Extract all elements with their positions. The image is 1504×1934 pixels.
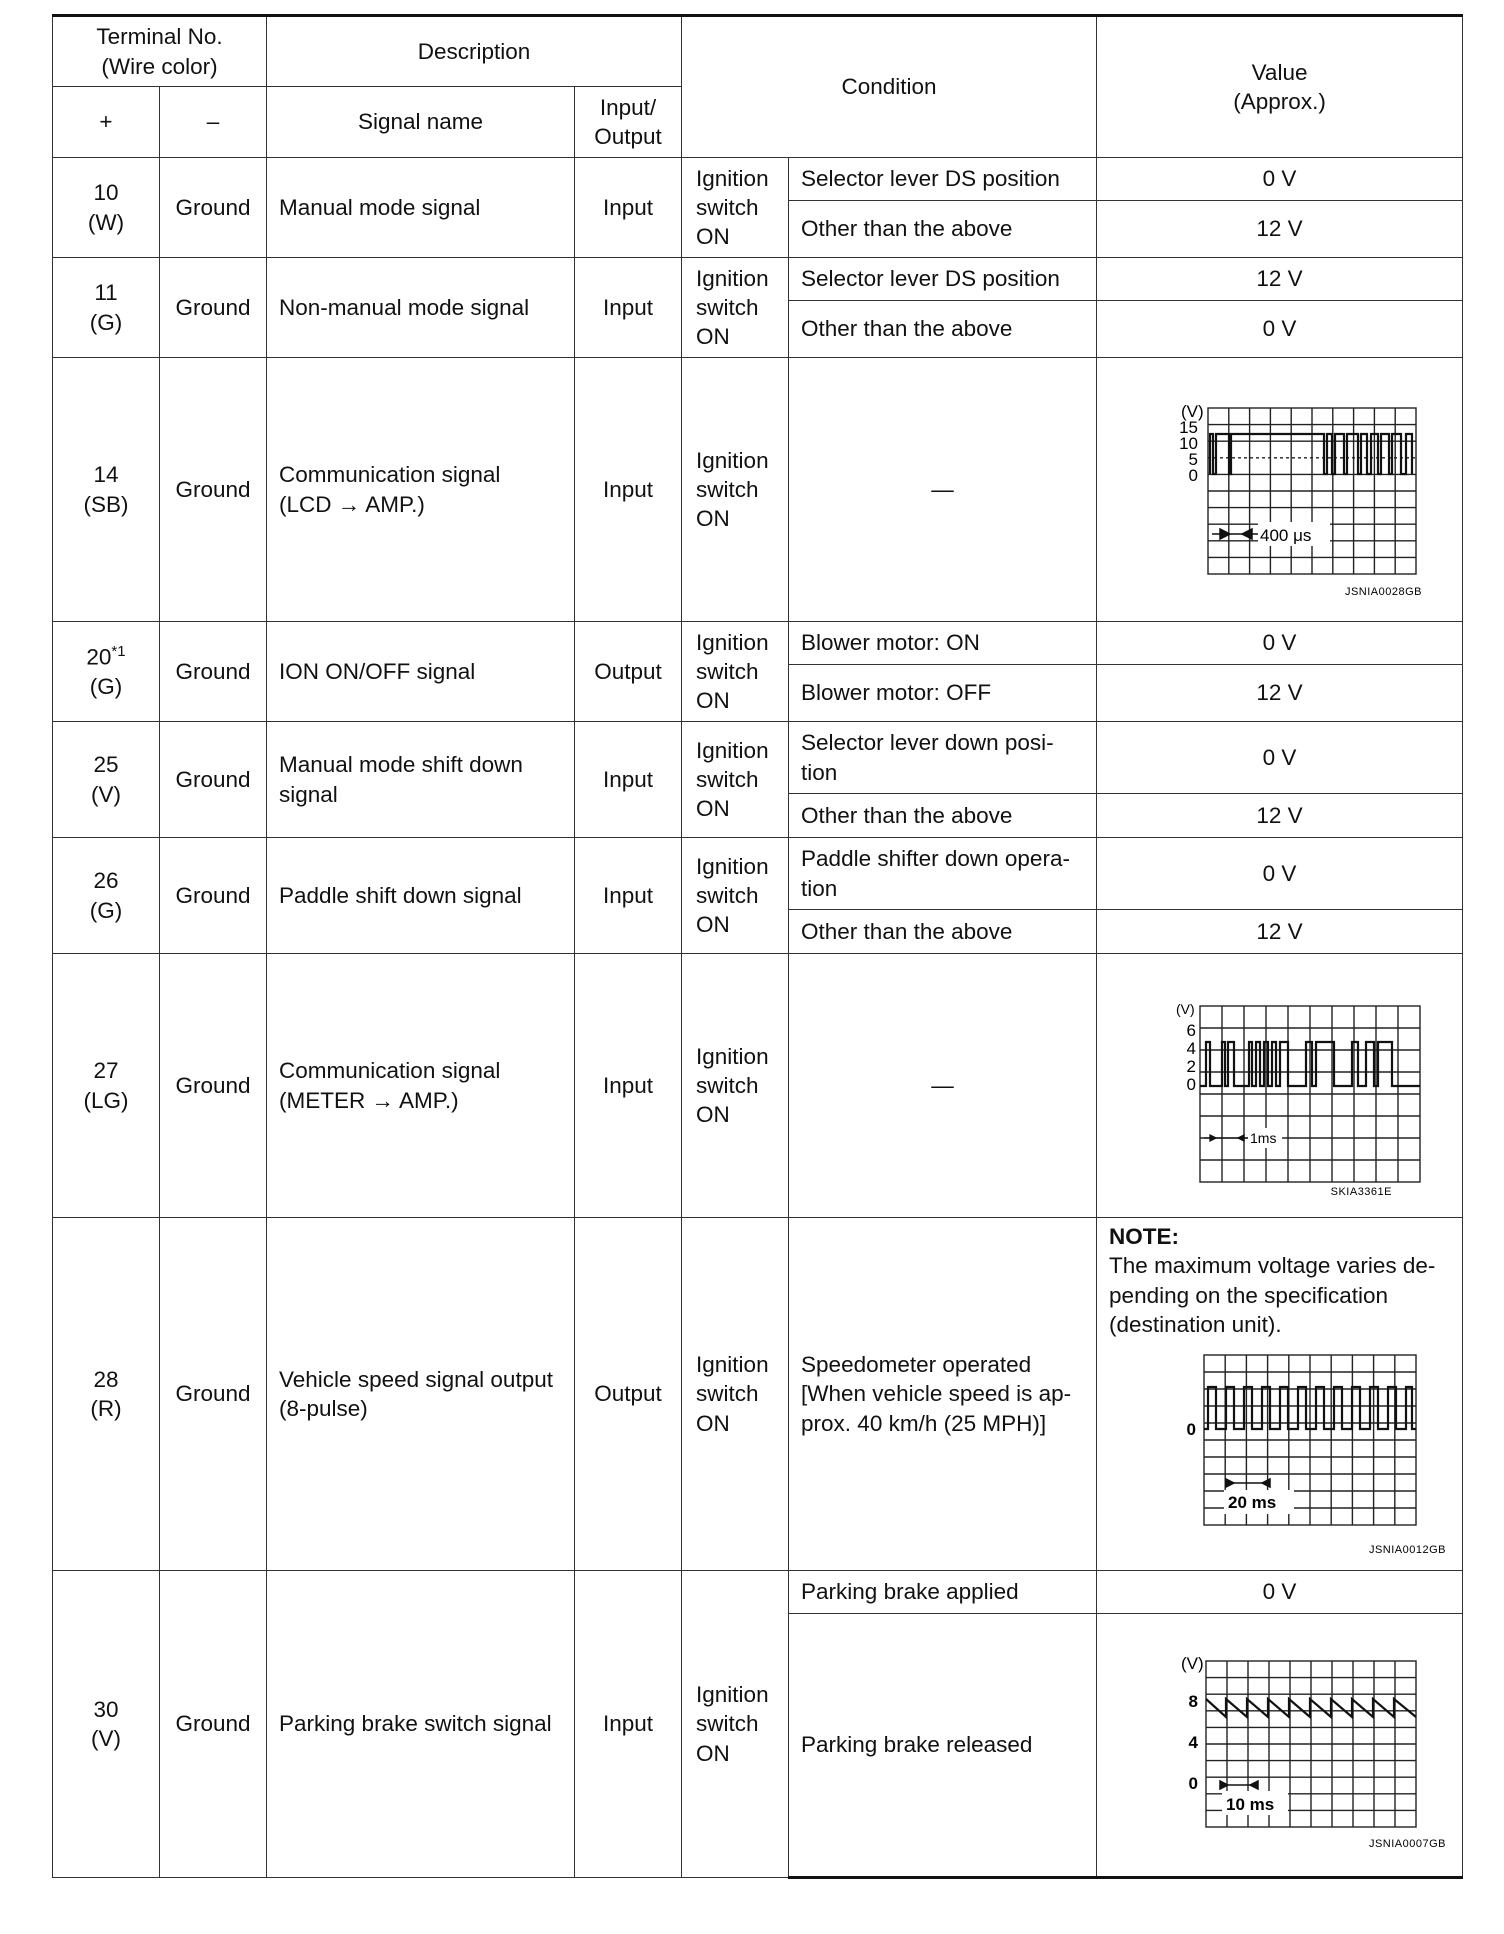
terminal-wire-color: (G) bbox=[89, 673, 123, 699]
value-text: 12 V bbox=[1097, 201, 1463, 258]
waveform-time-label: 400 μs bbox=[1259, 525, 1311, 545]
waveform-cell bbox=[1097, 358, 1463, 622]
io-type: Input bbox=[575, 158, 682, 258]
waveform-y-tick: 10 bbox=[1178, 433, 1198, 453]
table-row bbox=[53, 1571, 1463, 1614]
condition-text: Other than the above bbox=[789, 201, 1097, 258]
value-text: 12 V bbox=[1097, 258, 1463, 301]
io-type: Input bbox=[575, 358, 682, 622]
io-type: Output bbox=[575, 622, 682, 722]
waveform-y-tick: 5 bbox=[1188, 449, 1198, 469]
waveform-time-marker bbox=[1220, 1781, 1258, 1789]
waveform-trace bbox=[1206, 1699, 1416, 1717]
waveform-time-label: 1ms bbox=[1249, 1129, 1276, 1146]
header-plus: + bbox=[53, 87, 160, 158]
waveform-time-marker bbox=[1212, 529, 1260, 539]
ground-label: Ground bbox=[160, 1571, 267, 1878]
header-terminal-no: Terminal No. (Wire color) bbox=[53, 16, 267, 87]
header-minus: – bbox=[160, 87, 267, 158]
waveform-chart bbox=[1130, 1345, 1446, 1561]
value-text: 0 V bbox=[1097, 838, 1463, 910]
io-type: Input bbox=[575, 258, 682, 358]
condition-text: Speedometer operated [When vehicle speed is ap- prox. 40 km/h (25 MPH)] bbox=[789, 1218, 1097, 1571]
condition-text: Selector lever down posi- tion bbox=[789, 722, 1097, 794]
ground-label: Ground bbox=[160, 158, 267, 258]
ignition-condition: Ignition switch ON bbox=[682, 158, 789, 258]
waveform-chart bbox=[1130, 1635, 1446, 1855]
waveform-grid bbox=[1208, 408, 1416, 574]
waveform-time-label: 10 ms bbox=[1225, 1795, 1274, 1814]
value-text: 0 V bbox=[1097, 301, 1463, 358]
waveform-y-tick: 6 bbox=[1186, 1020, 1196, 1040]
value-text: 0 V bbox=[1097, 722, 1463, 794]
condition-text: Selector lever DS position bbox=[789, 258, 1097, 301]
terminal-number-value: 20 bbox=[86, 644, 112, 670]
ground-label: Ground bbox=[160, 954, 267, 1218]
value-text: 0 V bbox=[1097, 622, 1463, 665]
signal-name: Manual mode shift down signal bbox=[267, 722, 575, 838]
waveform-cell bbox=[1097, 1614, 1463, 1878]
table-row bbox=[53, 258, 1463, 301]
signal-name: Manual mode signal bbox=[267, 158, 575, 258]
signal-name: Paddle shift down signal bbox=[267, 838, 575, 954]
table-row bbox=[53, 954, 1463, 1218]
waveform-y-tick: 0 bbox=[1186, 1074, 1196, 1094]
condition-text: Other than the above bbox=[789, 301, 1097, 358]
condition-text: Blower motor: ON bbox=[789, 622, 1097, 665]
value-text: 12 V bbox=[1097, 910, 1463, 954]
terminal-number bbox=[53, 622, 160, 722]
waveform-time-label: 20 ms bbox=[1227, 1493, 1276, 1512]
ground-label: Ground bbox=[160, 722, 267, 838]
table-row bbox=[53, 158, 1463, 201]
ground-label: Ground bbox=[160, 1218, 267, 1571]
figure-caption: JSNIA0007GB bbox=[1368, 1838, 1446, 1850]
condition-text: Other than the above bbox=[789, 794, 1097, 838]
waveform-trace bbox=[1210, 434, 1412, 474]
waveform-unit: (V) bbox=[1180, 401, 1204, 421]
waveform-y-tick: 8 bbox=[1188, 1692, 1198, 1711]
footnote-marker: *1 bbox=[111, 643, 126, 660]
note-title: NOTE: bbox=[1109, 1224, 1180, 1249]
table-row bbox=[53, 622, 1463, 665]
waveform-cell bbox=[1097, 954, 1463, 1218]
terminal-spec-table bbox=[52, 14, 1463, 1879]
waveform-unit: (V) bbox=[1180, 1654, 1204, 1673]
header-signal-name: Signal name bbox=[267, 87, 575, 158]
waveform-y-tick: 0 bbox=[1188, 1774, 1198, 1793]
signal-name: Communication signal (LCD → AMP.) bbox=[267, 358, 575, 622]
waveform-y-tick: 2 bbox=[1186, 1056, 1196, 1076]
waveform-y-tick: 15 bbox=[1178, 417, 1198, 437]
waveform-time-marker bbox=[1226, 1479, 1270, 1487]
no-condition-dash: — bbox=[789, 954, 1097, 1218]
ignition-condition: Ignition switch ON bbox=[682, 622, 789, 722]
waveform-y-tick: 0 bbox=[1186, 1420, 1196, 1439]
io-type: Input bbox=[575, 722, 682, 838]
ground-label: Ground bbox=[160, 258, 267, 358]
figure-caption: JSNIA0028GB bbox=[1344, 585, 1422, 598]
signal-name: Parking brake switch signal bbox=[267, 1571, 575, 1878]
ignition-condition: Ignition switch ON bbox=[682, 838, 789, 954]
terminal-number: 26 (G) bbox=[53, 838, 160, 954]
terminal-number: 30 (V) bbox=[53, 1571, 160, 1878]
io-type: Output bbox=[575, 1218, 682, 1571]
figure-caption: JSNIA0012GB bbox=[1368, 1544, 1446, 1556]
terminal-number: 27 (LG) bbox=[53, 954, 160, 1218]
waveform-y-tick: 0 bbox=[1188, 465, 1198, 485]
header-condition: Condition bbox=[682, 16, 1097, 158]
terminal-number: 28 (R) bbox=[53, 1218, 160, 1571]
terminal-number: 11 (G) bbox=[53, 258, 160, 358]
table-row bbox=[53, 1218, 1463, 1571]
ignition-condition: Ignition switch ON bbox=[682, 358, 789, 622]
condition-text: Parking brake released bbox=[789, 1614, 1097, 1878]
value-text: 12 V bbox=[1097, 665, 1463, 722]
figure-caption: SKIA3361E bbox=[1330, 1185, 1392, 1198]
terminal-number: 25 (V) bbox=[53, 722, 160, 838]
table-row bbox=[53, 358, 1463, 622]
condition-text: Blower motor: OFF bbox=[789, 665, 1097, 722]
waveform-y-tick: 4 bbox=[1186, 1038, 1196, 1058]
header-value: Value (Approx.) bbox=[1097, 16, 1463, 158]
ignition-condition: Ignition switch ON bbox=[682, 1571, 789, 1878]
ground-label: Ground bbox=[160, 358, 267, 622]
waveform-chart bbox=[1130, 380, 1430, 600]
waveform-unit: (V) bbox=[1175, 1000, 1195, 1017]
io-type: Input bbox=[575, 954, 682, 1218]
ignition-condition: Ignition switch ON bbox=[682, 954, 789, 1218]
signal-name: Non-manual mode signal bbox=[267, 258, 575, 358]
value-text: 12 V bbox=[1097, 794, 1463, 838]
note-text: The maximum voltage varies de- pending on the specification (destination unit). bbox=[1109, 1253, 1436, 1337]
signal-name: Vehicle speed signal output (8-pulse) bbox=[267, 1218, 575, 1571]
io-type: Input bbox=[575, 1571, 682, 1878]
io-type: Input bbox=[575, 838, 682, 954]
table-row bbox=[53, 838, 1463, 910]
waveform-y-tick: 4 bbox=[1188, 1733, 1198, 1752]
condition-text: Paddle shifter down opera- tion bbox=[789, 838, 1097, 910]
ignition-condition: Ignition switch ON bbox=[682, 722, 789, 838]
ground-label: Ground bbox=[160, 838, 267, 954]
value-text: 0 V bbox=[1097, 158, 1463, 201]
condition-text: Other than the above bbox=[789, 910, 1097, 954]
signal-name: Communication signal (METER → AMP.) bbox=[267, 954, 575, 1218]
note-and-waveform-cell bbox=[1097, 1218, 1463, 1571]
header-input-output: Input/ Output bbox=[575, 87, 682, 158]
waveform-chart bbox=[1130, 976, 1430, 1196]
condition-text: Parking brake applied bbox=[789, 1571, 1097, 1614]
waveform-time-marker bbox=[1204, 1135, 1250, 1141]
no-condition-dash: — bbox=[789, 358, 1097, 622]
table-row bbox=[53, 722, 1463, 794]
terminal-number: 10 (W) bbox=[53, 158, 160, 258]
condition-text: Selector lever DS position bbox=[789, 158, 1097, 201]
signal-name: ION ON/OFF signal bbox=[267, 622, 575, 722]
value-text: 0 V bbox=[1097, 1571, 1463, 1614]
ignition-condition: Ignition switch ON bbox=[682, 1218, 789, 1571]
header-description: Description bbox=[267, 16, 682, 87]
terminal-number: 14 (SB) bbox=[53, 358, 160, 622]
ground-label: Ground bbox=[160, 622, 267, 722]
waveform-grid bbox=[1200, 1006, 1420, 1182]
ignition-condition: Ignition switch ON bbox=[682, 258, 789, 358]
